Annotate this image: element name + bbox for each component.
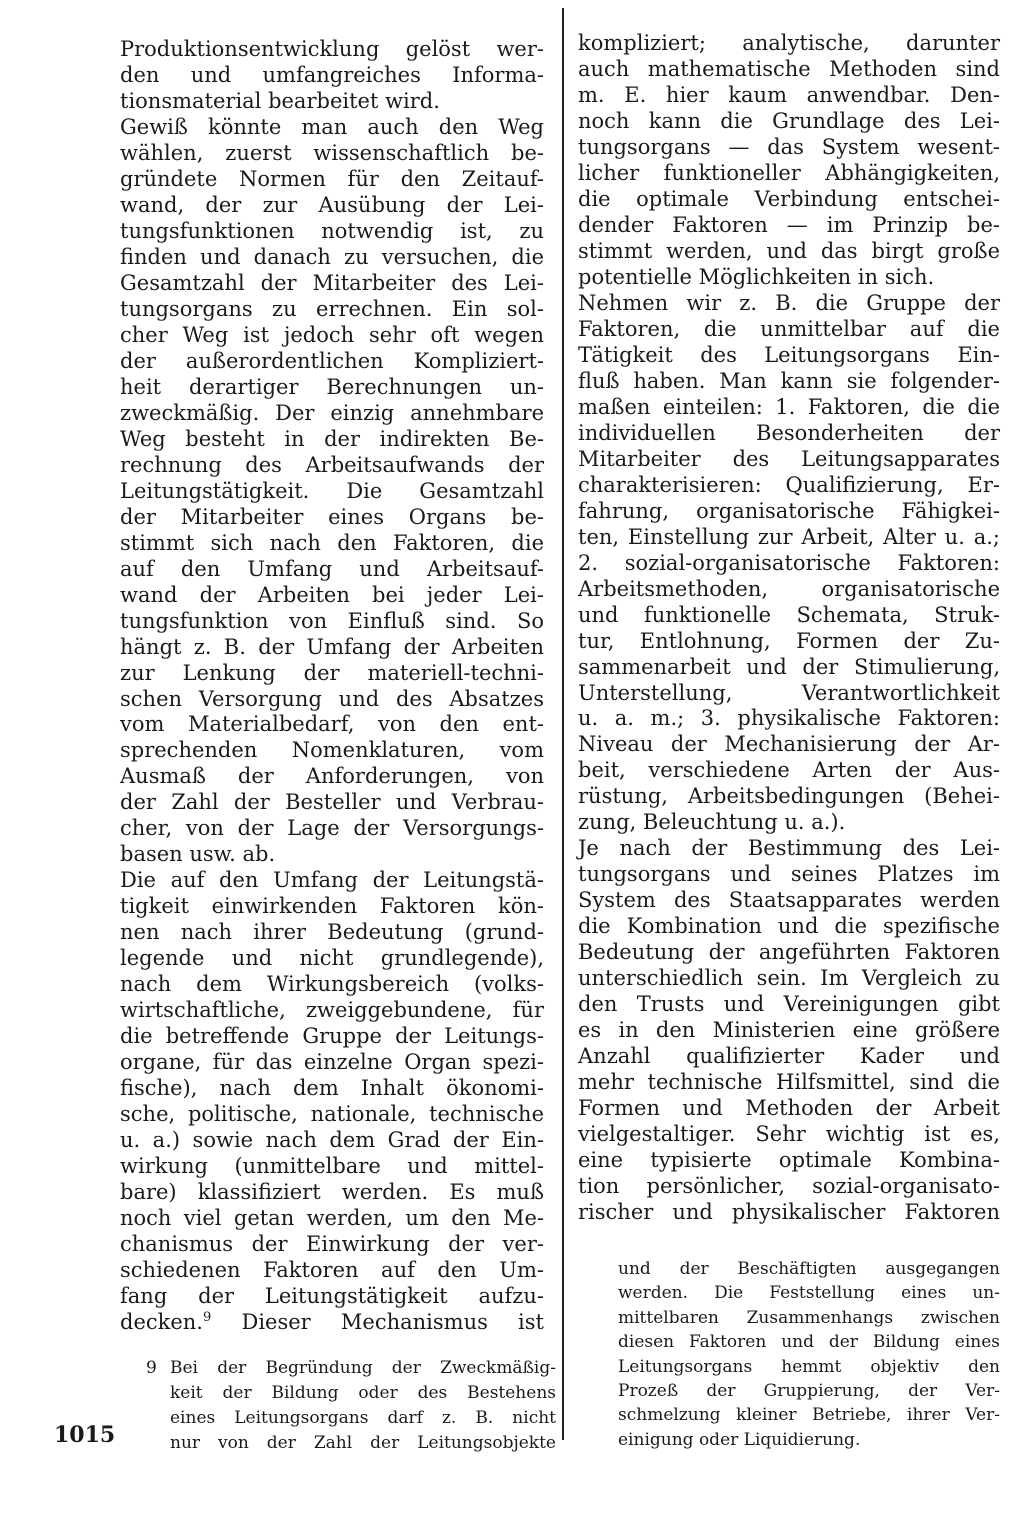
text-line: Bedeutung der angeführten Faktoren (578, 940, 1000, 965)
text-line: Niveau der Mechanisierung der Ar- (578, 732, 1000, 757)
text-line: rechnung des Arbeitsaufwands der (120, 452, 544, 477)
text-line: u. a. m.; 3. physikalische Faktoren: (578, 706, 1000, 731)
text-line: die optimale Verbindung entschei- (578, 186, 1000, 211)
text-line: auf den Umfang und Arbeitsauf- (120, 556, 544, 581)
text-line: heit derartiger Berechnungen un- (120, 374, 544, 399)
text-line: mittelbaren Zusammenhangs zwischen (618, 1307, 1000, 1328)
text-line: nach dem Wirkungsbereich (volks- (120, 972, 544, 997)
text-line: vom Materialbedarf, von den ent- (120, 712, 544, 737)
text-line: eine typisierte optimale Kombina- (578, 1148, 1000, 1173)
text-line: Weg besteht in der indirekten Be- (120, 426, 544, 451)
text-line: Produktionsentwicklung gelöst wer- (120, 37, 544, 61)
text-line: beit, verschiedene Arten der Aus- (578, 758, 1000, 783)
text-line: zweckmäßig. Der einzig annehmbare (120, 400, 544, 425)
text-line: noch viel getan werden, um den Me- (120, 1206, 544, 1231)
text-line: tungsorgans — das System wesent- (578, 134, 1000, 159)
text-line: der Zahl der Besteller und Verbrau- (120, 790, 544, 815)
text-line: licher funktioneller Abhängigkeiten, (578, 160, 1000, 185)
text-line: Je nach der Bestimmung des Lei- (578, 836, 1000, 861)
text-line: Faktoren, die unmittelbar auf die (578, 316, 1000, 341)
text-line: cher Weg ist jedoch sehr oft wegen (120, 322, 544, 347)
text-line: Arbeitsmethoden, organisatorische (578, 576, 1000, 601)
text-line: der Mitarbeiter eines Organs be- (120, 504, 544, 529)
text-line: den Trusts und Vereinigungen gibt (578, 992, 1000, 1017)
text-fragment: decken. (120, 1310, 203, 1335)
text-line: legende und nicht grundlegende), (120, 946, 544, 971)
text-line: u. a.) sowie nach dem Grad der Ein- (120, 1128, 544, 1153)
text-line: charakterisieren: Qualifizierung, Er- (578, 472, 1000, 497)
text-line: wählen, zuerst wissenschaftlich be- (120, 140, 544, 165)
text-line (120, 1309, 544, 1335)
text-line: hängt z. B. der Umfang der Arbeiten (120, 634, 544, 659)
text-line: Tätigkeit des Leitungsorgans Ein- (578, 342, 1000, 367)
text-line: sammenarbeit und der Stimulierung, (578, 654, 1000, 679)
text-line: tur, Entlohnung, Formen der Zu- (578, 628, 1000, 653)
text-line: Unterstellung, Verantwortlichkeit (578, 680, 1000, 705)
footnote-marker: 9 (146, 1358, 157, 1378)
text-line: kompliziert; analytische, darunter (578, 31, 1000, 55)
text-line: tungsfunktion von Einfluß sind. So (120, 608, 544, 633)
text-line: vielgestaltiger. Sehr wichtig ist es, (578, 1122, 1000, 1147)
text-line: finden und danach zu versuchen, die (120, 244, 544, 269)
text-line: wand der Arbeiten bei jeder Lei- (120, 582, 544, 607)
text-line: ten, Einstellung zur Arbeit, Alter u. a.; (578, 524, 1000, 549)
page-number: 1015 (54, 1422, 116, 1448)
text-line: den und umfangreiches Informa- (120, 62, 544, 87)
text-line: organe, für das einzelne Organ spezi- (120, 1050, 544, 1075)
text-line: zur Lenkung der materiell-techni- (120, 660, 544, 685)
text-line: Nehmen wir z. B. die Gruppe der (578, 290, 1000, 315)
text-line: Bei der Begründung der Zweckmäßig- (170, 1358, 556, 1378)
text-line: tungsorgans zu errechnen. Ein sol- (120, 296, 544, 321)
text-line: diesen Faktoren und der Bildung eines (618, 1332, 1000, 1353)
text-line: dender Faktoren — im Prinzip be- (578, 212, 1000, 237)
text-line: fahrung, organisatorische Fähigkei- (578, 498, 1000, 523)
text-line: zung, Beleuchtung u. a.). (578, 810, 846, 835)
text-line: werden. Die Feststellung eines un- (618, 1283, 1000, 1304)
text-line: wand, der zur Ausübung der Lei- (120, 192, 544, 217)
text-line: sche, politische, nationale, technische (120, 1102, 544, 1127)
text-line: bare) klassifiziert werden. Es muß (120, 1180, 544, 1205)
text-line: maßen einteilen: 1. Faktoren, die die (578, 394, 1000, 419)
text-line: fluß haben. Man kann sie folgender- (578, 368, 1000, 393)
text-line: fang der Leitungstätigkeit aufzu- (120, 1284, 544, 1309)
text-line: tion persönlicher, sozial-organisato- (578, 1174, 1000, 1199)
text-line: Leitungstätigkeit. Die Gesamtzahl (120, 478, 544, 503)
text-line: Ausmaß der Anforderungen, von (120, 764, 544, 789)
text-line: 2. sozial-organisatorische Faktoren: (578, 550, 1000, 575)
text-line: keit der Bildung oder des Bestehens (170, 1383, 556, 1403)
column-divider (562, 8, 564, 1440)
text-line: Mitarbeiter des Leitungsapparates (578, 446, 1000, 471)
text-fragment: Dieser Mechanismus ist (241, 1310, 544, 1335)
text-line: schen Versorgung und des Absatzes (120, 686, 544, 711)
text-line: gründete Normen für den Zeitauf- (120, 166, 544, 191)
footnote-reference: 9 (203, 1310, 212, 1326)
text-line: tigkeit einwirkenden Faktoren kön- (120, 894, 544, 919)
text-line: fische), nach dem Inhalt ökonomi- (120, 1076, 544, 1101)
text-line: chanismus der Einwirkung der ver- (120, 1232, 544, 1257)
text-line: wirkung (unmittelbare und mittel- (120, 1154, 544, 1179)
text-line: Gesamtzahl der Mitarbeiter des Lei- (120, 270, 544, 295)
text-line: Prozeß der Gruppierung, der Ver- (618, 1381, 1000, 1401)
text-line: Anzahl qualifizierter Kader und (578, 1044, 1000, 1069)
text-line: Formen und Methoden der Arbeit (578, 1096, 1000, 1121)
text-line: sprechenden Nomenklaturen, vom (120, 738, 544, 763)
text-line: Die auf den Umfang der Leitungstä- (120, 868, 544, 893)
text-line: tungsfunktionen notwendig ist, zu (120, 218, 544, 243)
text-line: es in den Ministerien eine größere (578, 1018, 1000, 1043)
text-line: basen usw. ab. (120, 842, 276, 867)
text-line: tionsmaterial bearbeitet wird. (120, 88, 440, 113)
text-line: Leitungsorgans hemmt objektiv den (618, 1356, 1000, 1377)
text-line: stimmt sich nach den Faktoren, die (120, 530, 544, 555)
text-line: noch kann die Grundlage des Lei- (578, 108, 1000, 133)
text-line: und funktionelle Schemata, Struk- (578, 602, 1000, 627)
text-line: potentielle Möglichkeiten in sich. (578, 264, 935, 289)
text-line: der außerordentlichen Kompliziert- (120, 348, 544, 373)
text-line: mehr technische Hilfsmittel, sind die (578, 1070, 1000, 1095)
text-line: eines Leitungsorgans darf z. B. nicht (170, 1408, 556, 1428)
text-line: m. E. hier kaum anwendbar. Den- (578, 82, 1000, 107)
text-line: rüstung, Arbeitsbedingungen (Behei- (578, 784, 1000, 809)
text-line: wirtschaftliche, zweiggebundene, für (120, 998, 544, 1023)
text-line: stimmt werden, und das birgt große (578, 238, 1000, 263)
text-line: unterschiedlich sein. Im Vergleich zu (578, 966, 1000, 991)
text-line: und der Beschäftigten ausgegangen (618, 1259, 1000, 1279)
text-line: einigung oder Liquidierung. (618, 1429, 861, 1450)
text-line: nur von der Zahl der Leitungsobjekte (170, 1433, 556, 1453)
text-line: die Kombination und die spezifische (578, 914, 1000, 939)
text-line: individuellen Besonderheiten der (578, 420, 1000, 445)
text-line: tungsorgans und seines Platzes im (578, 862, 1000, 887)
text-line: schiedenen Faktoren auf den Um- (120, 1258, 544, 1283)
text-line: nen nach ihrer Bedeutung (grund- (120, 920, 544, 945)
text-line: die betreffende Gruppe der Leitungs- (120, 1024, 544, 1049)
text-line: System des Staatsapparates werden (578, 888, 1000, 913)
text-line: auch mathematische Methoden sind (578, 56, 1000, 81)
text-line: schmelzung kleiner Betriebe, ihrer Ver- (618, 1405, 1000, 1426)
text-line: rischer und physikalischer Faktoren (578, 1200, 1000, 1225)
text-line: cher, von der Lage der Versorgungs- (120, 816, 544, 841)
text-line: Gewiß könnte man auch den Weg (120, 114, 544, 139)
